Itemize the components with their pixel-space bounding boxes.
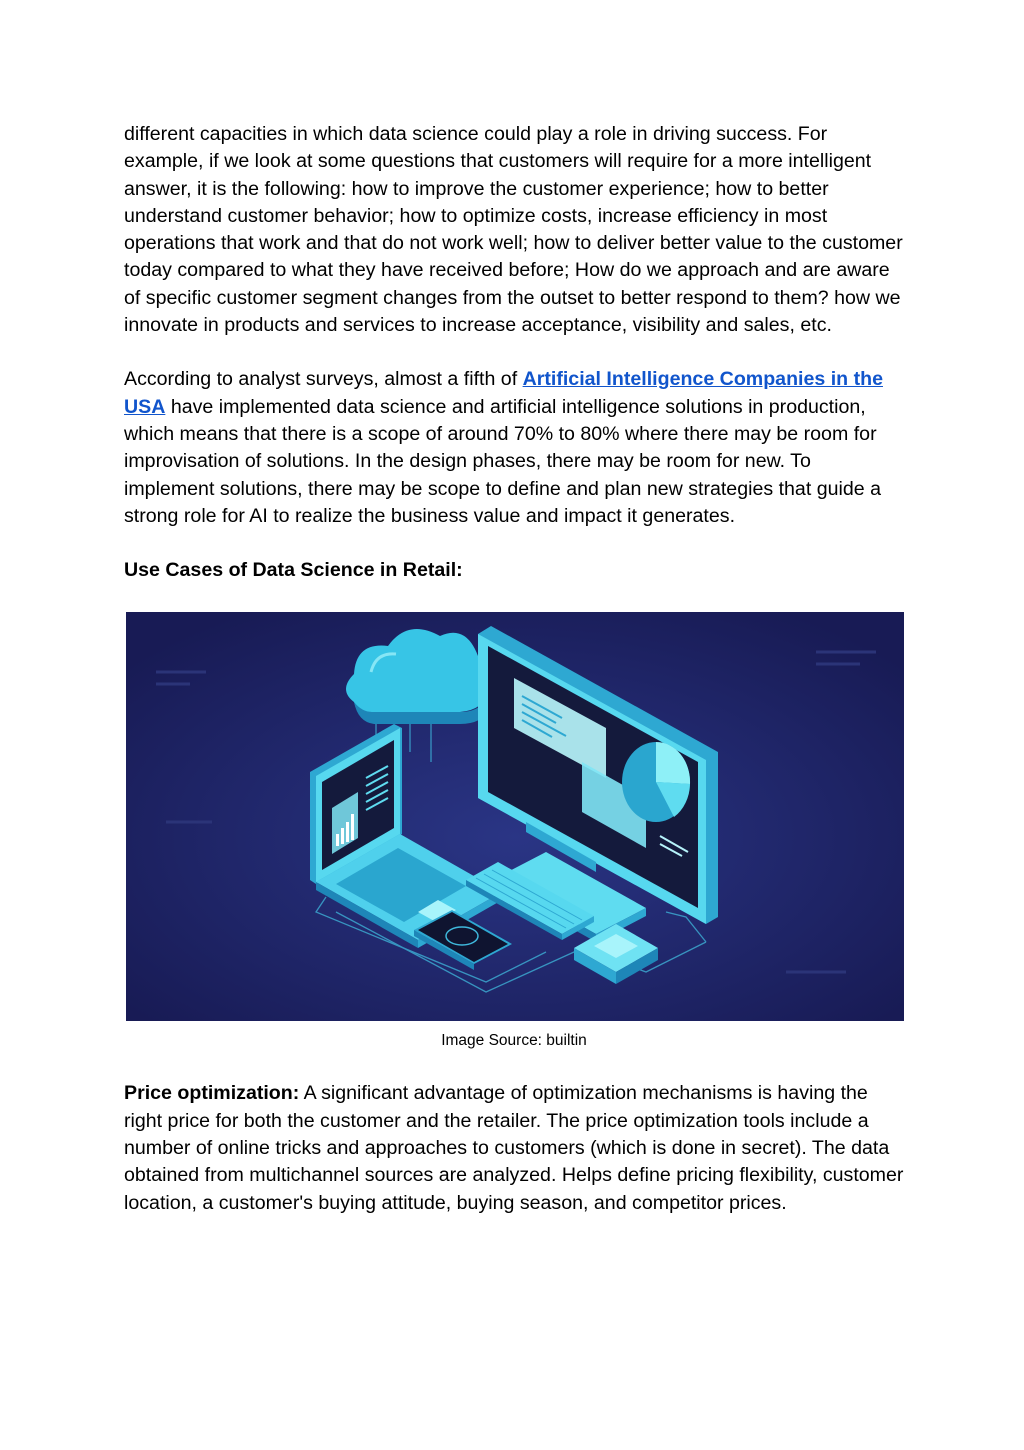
section-heading: Use Cases of Data Science in Retail:: [124, 559, 463, 582]
pie-chart-icon: [622, 742, 690, 822]
isometric-devices-illustration: [126, 612, 904, 1021]
data-science-illustration: [126, 612, 904, 1021]
analyst-paragraph-before: According to analyst surveys, almost a fifth of: [124, 368, 523, 391]
price-optimization-lead: Price optimization:: [124, 1082, 300, 1105]
price-optimization-body: A significant advantage of optimization mechanisms is having the right price for both the customer and the retailer. The price optimization tools include a number of online tricks and approaches to customers (which is done in secret). The data obtained from multichannel sources are analyzed. Helps define pricing flexibility, customer location, a customer's buying attitude, buying season, and competitor prices.: [124, 1082, 904, 1214]
figure-caption: Image Source: builtin: [441, 1032, 587, 1050]
price-optimization-paragraph: [124, 1080, 904, 1216]
intro-paragraph: different capacities in which data science could play a role in driving success. For example, if we look at some questions that customers will require for a more intelligent answer, it is the following: how to improve the customer experience; how to better understand customer behavior; how to optimize costs, increase efficiency in most operations that work and that do not work well; how to deliver better value to the customer today compared to what they have received before; How do we approach and are aware of specific customer segment changes from the outset to better respond to them? how we innovate in products and services to increase acceptance, visibility and sales, etc.: [124, 123, 903, 337]
ai-companies-link[interactable]: Artificial Intelligence Companies in the USA: [124, 368, 883, 418]
analyst-paragraph: [124, 366, 904, 530]
document-body: [124, 121, 904, 1217]
analyst-paragraph-after: have implemented data science and artificial intelligence solutions in production, which means that there is a scope of around 70% to 80% where there may be room for improvisation of solutions. In the design phases, there may be room for new. To implement solutions, there may be scope to define and plan new strategies that guide a strong role for AI to realize the business value and impact it generates.: [124, 395, 881, 527]
